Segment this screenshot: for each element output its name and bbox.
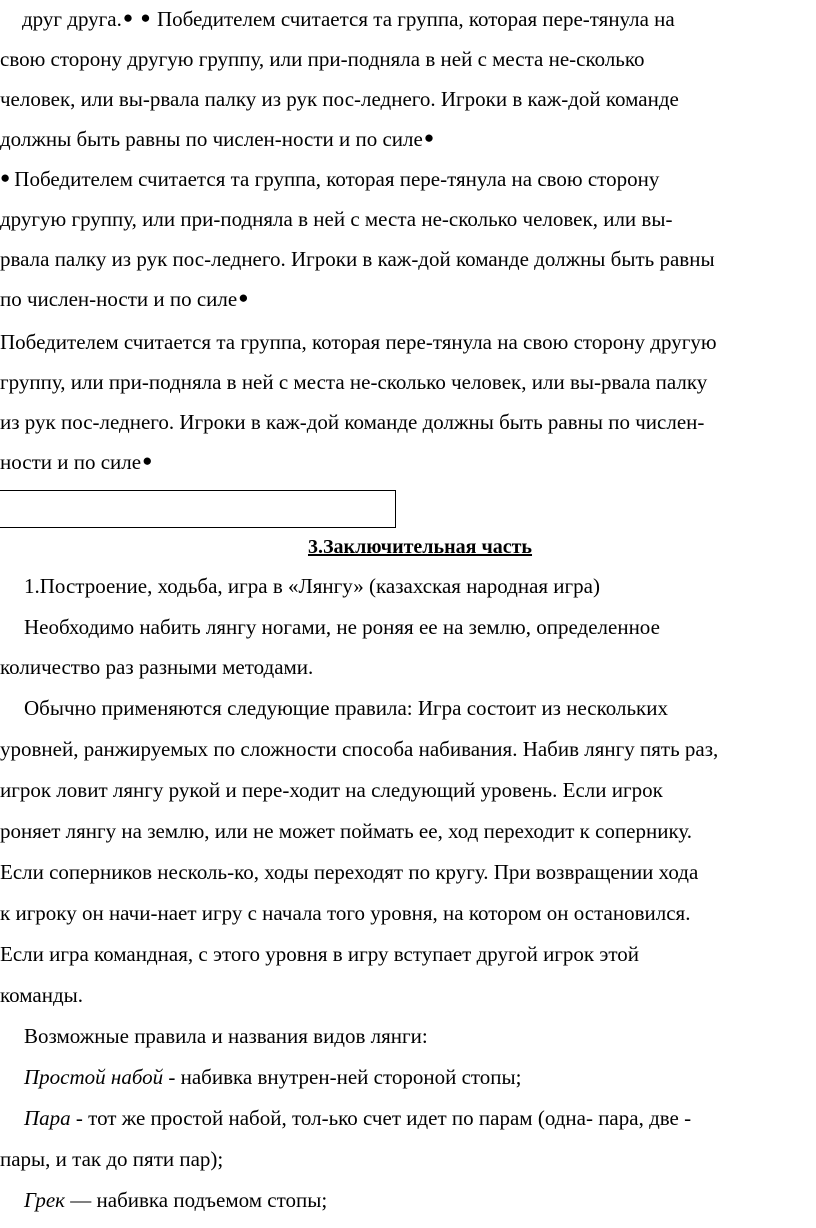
text-line: Обычно применяются следующие правила: Игра состоит из нескольких xyxy=(24,696,668,720)
empty-table-cell xyxy=(0,490,396,528)
text-fragment: - набивка внутрен-ней стороной стопы; xyxy=(163,1065,522,1089)
text-line: свою сторону другую группу, или при-подняла в ней с места не-сколько xyxy=(0,47,645,71)
text-line xyxy=(0,166,659,194)
text-fragment: Победителем считается та группа, которая пере-тянула на xyxy=(156,7,675,31)
section-heading: 3.Заключительная часть xyxy=(307,536,533,558)
term-label: Грек xyxy=(24,1188,66,1212)
text-line xyxy=(24,1105,691,1131)
text-line: человек, или вы-рвала палку из рук пос-леднего. Игроки в каж-дой команде xyxy=(0,87,679,111)
text-line xyxy=(0,126,435,154)
text-line: уровней, ранжируемых по сложности способа набивания. Набив лянгу пять раз, xyxy=(0,737,719,761)
bullet-icon: ● xyxy=(122,8,134,27)
text-line: Необходимо набить лянгу ногами, не роняя ее на землю, определенное xyxy=(24,615,660,639)
bullet-icon: ● xyxy=(0,168,11,187)
text-line: 1.Построение, ходьба, игра в «Лянгу» (казахская народная игра) xyxy=(24,574,600,598)
bullet-icon: ● xyxy=(140,8,151,27)
text-line: из рук пос-леднего. Игроки в каж-дой команде должны быть равны по числен- xyxy=(0,410,705,434)
text-line: игрок ловит лянгу рукой и пере-ходит на следующий уровень. Если игрок xyxy=(0,778,663,802)
text-fragment: Победителем считается та группа, которая пере-тянула на свою сторону xyxy=(14,167,660,191)
term-label: Пара xyxy=(24,1106,71,1130)
text-line: роняет лянгу на землю, или не может поймать ее, ход переходит к сопернику. xyxy=(0,819,693,843)
bullet-icon: ● xyxy=(423,128,435,147)
text-line xyxy=(0,286,250,314)
text-fragment: ности и по силе xyxy=(0,450,142,474)
text-line: Возможные правила и названия видов лянги: xyxy=(24,1024,428,1048)
text-fragment: друг друга. xyxy=(22,7,122,31)
text-fragment: по числен-ности и по силе xyxy=(0,287,238,311)
text-line xyxy=(22,6,675,34)
text-fragment: - тот же простой набой, тол-ько счет идет по парам (одна- пара, две - xyxy=(70,1106,692,1130)
text-line: к игроку он начи-нает игру с начала того уровня, на котором он остановился. xyxy=(0,901,691,925)
text-line: Если соперников несколь-ко, ходы переходят по кругу. При возвращении хода xyxy=(0,860,699,884)
text-fragment: — набивка подъемом стопы; xyxy=(65,1188,328,1212)
text-line: пары, и так до пяти пар); xyxy=(0,1147,224,1171)
text-line: другую группу, или при-подняла в ней с места не-сколько человек, или вы- xyxy=(0,207,673,231)
text-line: Если игра командная, с этого уровня в игру вступает другой игрок этой xyxy=(0,942,640,966)
text-line xyxy=(0,449,153,477)
term-label: Простой набой xyxy=(24,1065,164,1089)
bullet-icon: ● xyxy=(238,288,249,307)
text-line: команды. xyxy=(0,983,83,1007)
bullet-icon: ● xyxy=(142,451,153,470)
text-line: группу, или при-подняла в ней с места не-сколько человек, или вы-рвала палку xyxy=(0,370,708,394)
text-line: количество раз разными методами. xyxy=(0,655,314,679)
text-line xyxy=(24,1187,327,1213)
text-fragment: должны быть равны по числен-ности и по силе xyxy=(0,127,423,151)
text-line xyxy=(24,1064,522,1090)
text-line: Победителем считается та группа, которая пере-тянула на свою сторону другую xyxy=(0,330,717,354)
text-line: рвала палку из рук пос-леднего. Игроки в каж-дой команде должны быть равны xyxy=(0,247,715,271)
